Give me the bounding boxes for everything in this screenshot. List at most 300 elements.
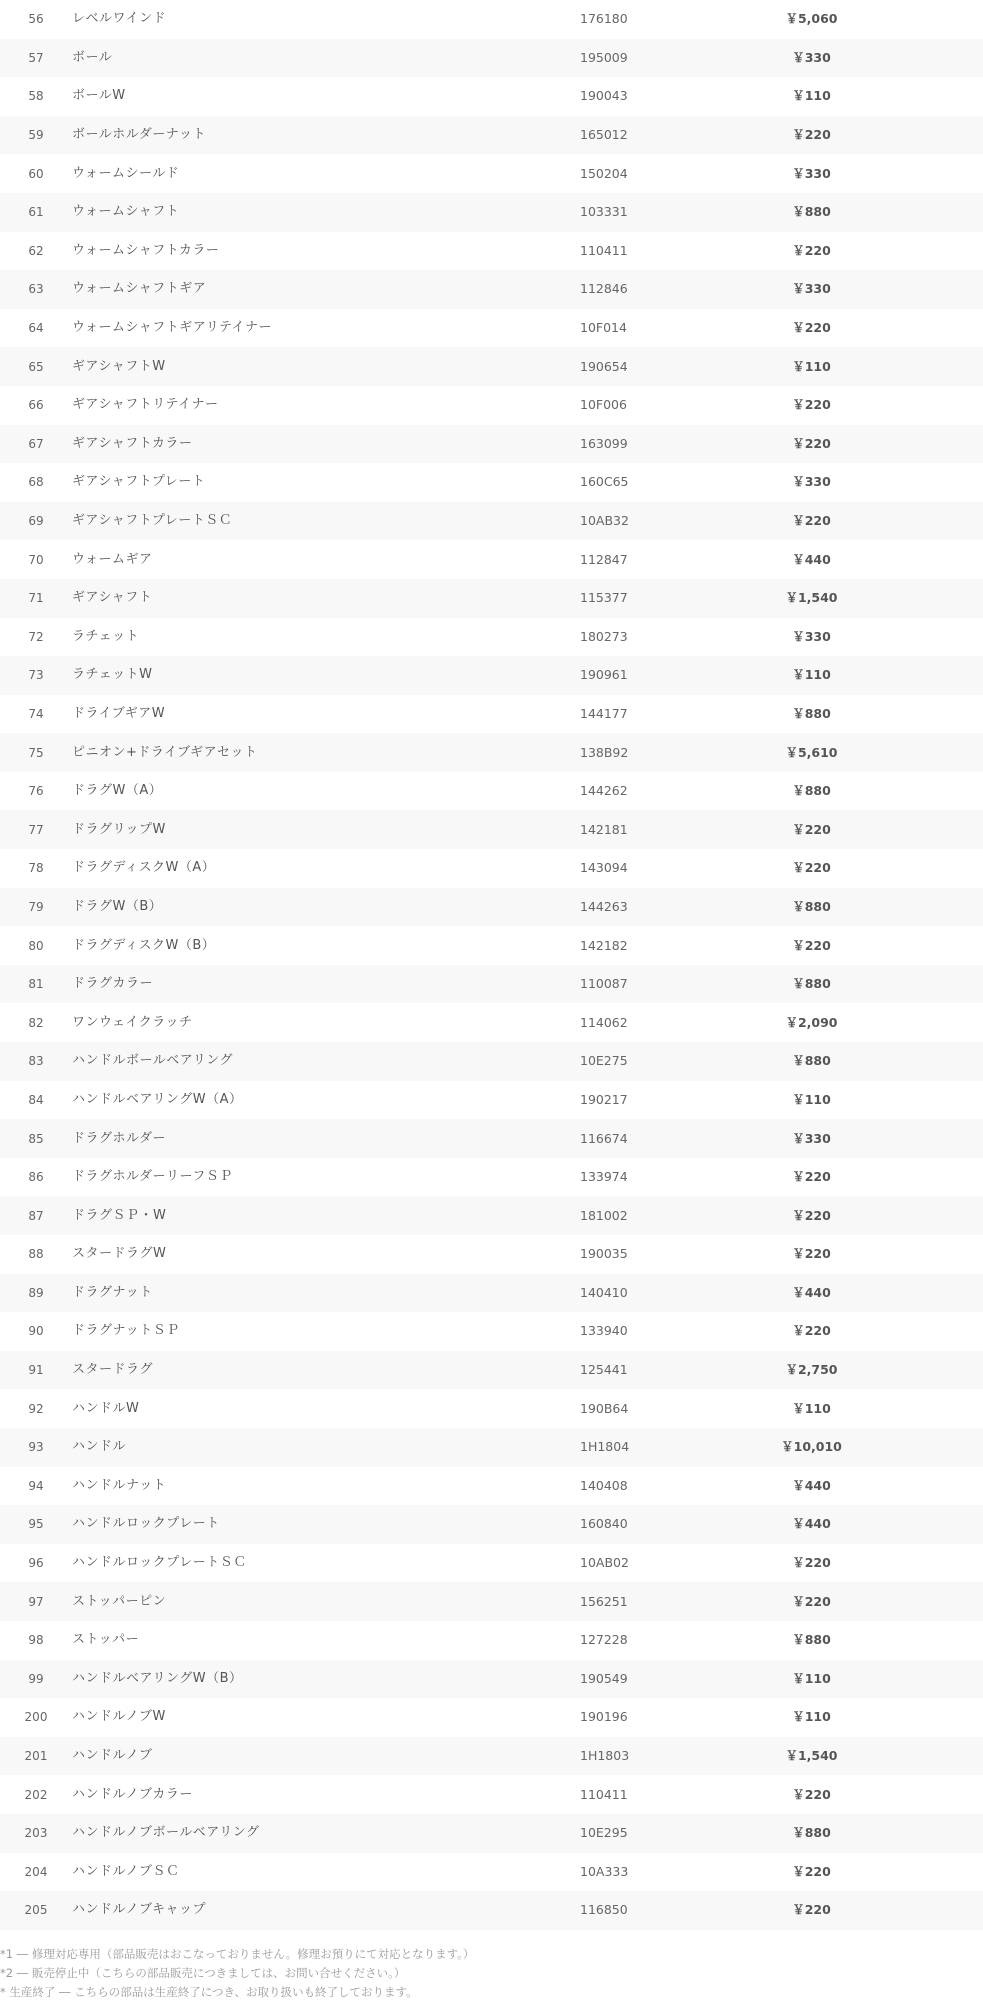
part-code: 190196 [580,1709,628,1725]
table-row [0,1467,983,1506]
row-spacer [883,154,983,193]
row-spacer [883,1158,983,1197]
part-number: 80 [28,938,44,953]
table-row [0,347,983,386]
part-name: ドラグホルダーリーフＳＰ [72,1169,233,1185]
row-spacer [883,1235,983,1274]
part-number: 200 [24,1710,48,1725]
row-spacer [883,810,983,849]
part-number: 64 [28,321,44,336]
part-price: ￥220 [792,127,831,143]
row-spacer [883,965,983,1004]
part-name: スタードラグ [72,1362,154,1378]
row-spacer [883,1351,983,1390]
part-number: 59 [28,128,44,143]
row-spacer [883,849,983,888]
part-price: ￥220 [792,1246,831,1262]
part-name: ウォームシールド [72,165,180,181]
part-price: ￥880 [792,1825,831,1841]
table-row [0,1698,983,1737]
footnote-repair-only: *1 ― 修理対応専用（部品販売はおこなっておりません。修理お預りにて対応となります。） [0,1946,475,1961]
part-name: スタードラグW [72,1246,167,1262]
part-price: ￥220 [792,320,831,336]
part-number: 91 [28,1363,44,1378]
part-name: ハンドルW [72,1400,140,1416]
part-number: 95 [28,1517,44,1532]
table-row [0,1274,983,1313]
part-name: ウォームシャフト [72,204,180,220]
part-number: 86 [28,1170,44,1185]
table-row [0,154,983,193]
row-spacer [883,193,983,232]
table-row [0,1003,983,1042]
part-price: ￥1,540 [785,1748,838,1764]
part-code: 176180 [580,11,628,27]
part-code: 143094 [580,860,628,876]
part-number: 74 [28,706,44,721]
table-row [0,1351,983,1390]
row-spacer [883,1119,983,1158]
table-row [0,1544,983,1583]
table-row [0,888,983,927]
row-spacer [883,1505,983,1544]
part-name: ハンドルナット [72,1477,167,1493]
part-name: ギアシャフトカラー [72,435,193,451]
part-code: 1H1803 [580,1748,630,1764]
part-price: ￥220 [792,1323,831,1339]
table-row [0,656,983,695]
row-spacer [883,309,983,348]
part-code: 156251 [580,1593,628,1609]
part-code: 195009 [580,49,628,65]
part-code: 163099 [580,435,628,451]
part-price: ￥330 [792,281,831,297]
part-name: ボールホルダーナット [72,127,206,143]
row-spacer [883,1853,983,1892]
part-code: 10E275 [580,1053,628,1069]
table-row [0,579,983,618]
part-price: ￥2,750 [785,1362,838,1378]
part-number: 66 [28,398,44,413]
part-number: 84 [28,1092,44,1107]
part-code: 190961 [580,667,628,683]
table-row [0,695,983,734]
part-number: 68 [28,475,44,490]
part-code: 181002 [580,1207,628,1223]
part-code: 10F006 [580,397,627,413]
part-name: ドラグディスクW（A） [72,860,216,876]
row-spacer [883,1891,983,1930]
part-name: ギアシャフトW [72,358,166,374]
row-spacer [883,926,983,965]
part-price: ￥220 [792,1555,831,1571]
part-code: 133940 [580,1323,628,1339]
part-number: 90 [28,1324,44,1339]
row-spacer [883,1196,983,1235]
part-price: ￥440 [792,1516,831,1532]
table-row [0,1235,983,1274]
part-number: 96 [28,1556,44,1571]
part-name: ウォームギア [72,551,153,567]
part-name: ドラグカラー [72,976,154,992]
part-name: ドラグW（B） [72,898,163,914]
part-name: ハンドルノブW [72,1709,166,1725]
table-row [0,425,983,464]
part-name: ドラグディスクW（B） [72,937,216,953]
part-name: ハンドルベアリングW（A） [72,1091,243,1107]
part-price: ￥220 [792,397,831,413]
part-code: 160C65 [580,474,629,490]
row-spacer [883,1312,983,1351]
row-spacer [883,1042,983,1081]
part-number: 89 [28,1285,44,1300]
part-code: 190654 [580,358,628,374]
part-code: 144262 [580,783,628,799]
part-price: ￥220 [792,435,831,451]
part-price: ￥1,540 [785,590,838,606]
part-code: 110411 [580,242,628,258]
part-code: 160840 [580,1516,628,1532]
part-name: ボールW [72,88,126,104]
row-spacer [883,1428,983,1467]
row-spacer [883,116,983,155]
part-number: 82 [28,1015,44,1030]
part-number: 94 [28,1478,44,1493]
row-spacer [883,0,983,39]
part-number: 201 [24,1749,48,1764]
table-row [0,1428,983,1467]
row-spacer [883,386,983,425]
part-price: ￥110 [792,1091,831,1107]
part-code: 133974 [580,1169,628,1185]
part-number: 58 [28,89,44,104]
part-number: 205 [24,1903,48,1918]
part-code: 115377 [580,590,628,606]
part-code: 180273 [580,628,628,644]
row-spacer [883,618,983,657]
table-row [0,810,983,849]
part-price: ￥220 [792,1169,831,1185]
table-row [0,733,983,772]
part-number: 79 [28,899,44,914]
part-price: ￥220 [792,937,831,953]
part-name: ドラグリップW [72,821,166,837]
row-spacer [883,1544,983,1583]
part-number: 98 [28,1633,44,1648]
part-price: ￥330 [792,49,831,65]
part-number: 67 [28,436,44,451]
part-code: 10F014 [580,320,627,336]
part-price: ￥220 [792,513,831,529]
part-name: ギアシャフトプレート [72,474,206,490]
part-number: 99 [28,1671,44,1686]
part-code: 138B92 [580,744,629,760]
part-name: ハンドルノブキャップ [72,1902,206,1918]
part-name: ストッパー [72,1632,140,1648]
part-number: 62 [28,243,44,258]
part-number: 63 [28,282,44,297]
table-row [0,1891,983,1930]
part-name: ギアシャフト [72,590,153,606]
table-row [0,116,983,155]
part-price: ￥880 [792,705,831,721]
table-row [0,1660,983,1699]
row-spacer [883,1737,983,1776]
table-row [0,1312,983,1351]
part-code: 1H1804 [580,1439,630,1455]
part-code: 142182 [580,937,628,953]
part-number: 69 [28,514,44,529]
part-number: 83 [28,1054,44,1069]
part-price: ￥880 [792,1053,831,1069]
table-row [0,270,983,309]
part-number: 97 [28,1594,44,1609]
row-spacer [883,1003,983,1042]
part-number: 202 [24,1787,48,1802]
part-number: 76 [28,784,44,799]
footnote-sales-suspended: *2 ― 販売停止中（こちらの部品販売につきましては、お問い合せください。） [0,1965,406,1980]
table-row [0,849,983,888]
part-code: 142181 [580,821,628,837]
part-code: 116674 [580,1130,628,1146]
part-price: ￥5,060 [785,11,838,27]
row-spacer [883,1660,983,1699]
part-code: 110087 [580,976,628,992]
part-name: ハンドルボールベアリング [72,1053,233,1069]
part-code: 190B64 [580,1400,629,1416]
part-price: ￥220 [792,1207,831,1223]
part-price: ￥110 [792,88,831,104]
row-spacer [883,425,983,464]
part-number: 60 [28,166,44,181]
part-name: ハンドルノブカラー [72,1786,193,1802]
part-number: 73 [28,668,44,683]
row-spacer [883,77,983,116]
part-name: ウォームシャフトギアリテイナー [72,320,273,336]
table-row [0,386,983,425]
table-row [0,965,983,1004]
part-price: ￥220 [792,821,831,837]
part-name: ワンウェイクラッチ [72,1014,193,1030]
table-row [0,193,983,232]
part-price: ￥110 [792,358,831,374]
part-name: ハンドルノブ [72,1748,153,1764]
part-price: ￥880 [792,976,831,992]
table-row [0,502,983,541]
part-code: 127228 [580,1632,628,1648]
part-number: 204 [24,1864,48,1879]
table-row [0,1814,983,1853]
table-row [0,1621,983,1660]
part-name: レベルワインド [72,11,167,27]
table-row [0,39,983,78]
table-row [0,1158,983,1197]
part-name: ドラグナット [72,1284,153,1300]
table-row [0,1196,983,1235]
row-spacer [883,1081,983,1120]
table-row [0,926,983,965]
part-price: ￥440 [792,1477,831,1493]
part-number: 71 [28,591,44,606]
table-row [0,1042,983,1081]
row-spacer [883,463,983,502]
part-number: 203 [24,1826,48,1841]
part-number: 78 [28,861,44,876]
part-code: 103331 [580,204,628,220]
part-name: ハンドルロックプレート [72,1516,220,1532]
table-row [0,1853,983,1892]
part-name: ドラグナットＳＰ [72,1323,180,1339]
part-code: 140410 [580,1284,628,1300]
part-code: 165012 [580,127,628,143]
row-spacer [883,695,983,734]
row-spacer [883,733,983,772]
part-number: 92 [28,1401,44,1416]
part-price: ￥330 [792,474,831,490]
part-name: ドラグW（A） [72,783,163,799]
part-number: 77 [28,822,44,837]
part-price: ￥110 [792,1709,831,1725]
part-code: 10AB02 [580,1555,629,1571]
part-name: ウォームシャフトカラー [72,242,220,258]
part-price: ￥880 [792,783,831,799]
part-number: 65 [28,359,44,374]
part-name: ドラグホルダー [72,1130,166,1146]
part-price: ￥220 [792,1593,831,1609]
table-row [0,772,983,811]
row-spacer [883,270,983,309]
row-spacer [883,540,983,579]
part-price: ￥880 [792,204,831,220]
part-name: ギアシャフトプレートＳＣ [72,513,233,529]
row-spacer [883,1389,983,1428]
row-spacer [883,1775,983,1814]
row-spacer [883,1274,983,1313]
part-price: ￥880 [792,1632,831,1648]
part-number: 88 [28,1247,44,1262]
part-price: ￥110 [792,1400,831,1416]
part-price: ￥220 [792,242,831,258]
part-number: 56 [28,12,44,27]
part-price: ￥220 [792,860,831,876]
part-price: ￥440 [792,1284,831,1300]
table-row [0,540,983,579]
part-price: ￥5,610 [785,744,838,760]
table-row [0,1582,983,1621]
part-number: 87 [28,1208,44,1223]
part-price: ￥2,090 [785,1014,838,1030]
table-row [0,77,983,116]
part-number: 93 [28,1440,44,1455]
part-number: 85 [28,1131,44,1146]
table-row [0,232,983,271]
part-number: 70 [28,552,44,567]
part-code: 190549 [580,1670,628,1686]
part-name: ハンドルベアリングW（B） [72,1670,243,1686]
table-row [0,1737,983,1776]
part-number: 75 [28,745,44,760]
part-name: ハンドルノブＳＣ [72,1863,180,1879]
part-code: 112847 [580,551,628,567]
part-code: 110411 [580,1786,628,1802]
part-price: ￥440 [792,551,831,567]
table-row [0,1389,983,1428]
part-code: 140408 [580,1477,628,1493]
part-number: 72 [28,629,44,644]
table-row [0,463,983,502]
row-spacer [883,232,983,271]
row-spacer [883,347,983,386]
footnote-discontinued: * 生産終了 ― こちらの部品は生産終了につき、お取り扱いも終了しております。 [0,1984,418,1999]
part-code: 125441 [580,1362,628,1378]
table-row [0,309,983,348]
part-price: ￥880 [792,898,831,914]
part-code: 190035 [580,1246,628,1262]
part-name: ドライブギアW [72,705,166,721]
part-name: ハンドルロックプレートＳＣ [72,1555,247,1571]
part-price: ￥330 [792,165,831,181]
part-price: ￥330 [792,1130,831,1146]
row-spacer [883,1621,983,1660]
part-number: 57 [28,50,44,65]
part-number: 81 [28,977,44,992]
row-spacer [883,772,983,811]
row-spacer [883,656,983,695]
table-row [0,1775,983,1814]
part-name: ギアシャフトリテイナー [72,397,219,413]
table-row [0,618,983,657]
part-code: 144263 [580,898,628,914]
part-name: ラチェット [72,628,140,644]
table-row [0,1081,983,1120]
part-price: ￥220 [792,1786,831,1802]
part-code: 114062 [580,1014,628,1030]
row-spacer [883,1698,983,1737]
table-row [0,1505,983,1544]
part-code: 10A333 [580,1863,629,1879]
part-price: ￥330 [792,628,831,644]
part-name: ウォームシャフトギア [72,281,207,297]
part-name: ラチェットW [72,667,153,683]
part-code: 150204 [580,165,628,181]
row-spacer [883,1467,983,1506]
part-code: 10E295 [580,1825,628,1841]
row-spacer [883,502,983,541]
row-spacer [883,888,983,927]
table-row [0,1119,983,1158]
part-price: ￥10,010 [781,1439,842,1455]
part-name: ピニオン+ドライブギアセット [72,744,258,760]
part-code: 116850 [580,1902,628,1918]
footnotes [0,1930,983,2002]
part-name: ボール [72,49,113,65]
part-code: 190043 [580,88,628,104]
row-spacer [883,1582,983,1621]
part-price: ￥220 [792,1863,831,1879]
part-name: ストッパーピン [72,1593,167,1609]
row-spacer [883,1814,983,1853]
part-name: ハンドル [72,1439,127,1455]
table-row [0,0,983,39]
part-name: ドラグＳＰ・W [72,1207,167,1223]
part-code: 10AB32 [580,513,629,529]
part-code: 190217 [580,1091,628,1107]
part-number: 61 [28,205,44,220]
part-code: 112846 [580,281,628,297]
part-name: ハンドルノブボールベアリング [72,1825,260,1841]
part-price: ￥110 [792,1670,831,1686]
part-code: 144177 [580,705,628,721]
